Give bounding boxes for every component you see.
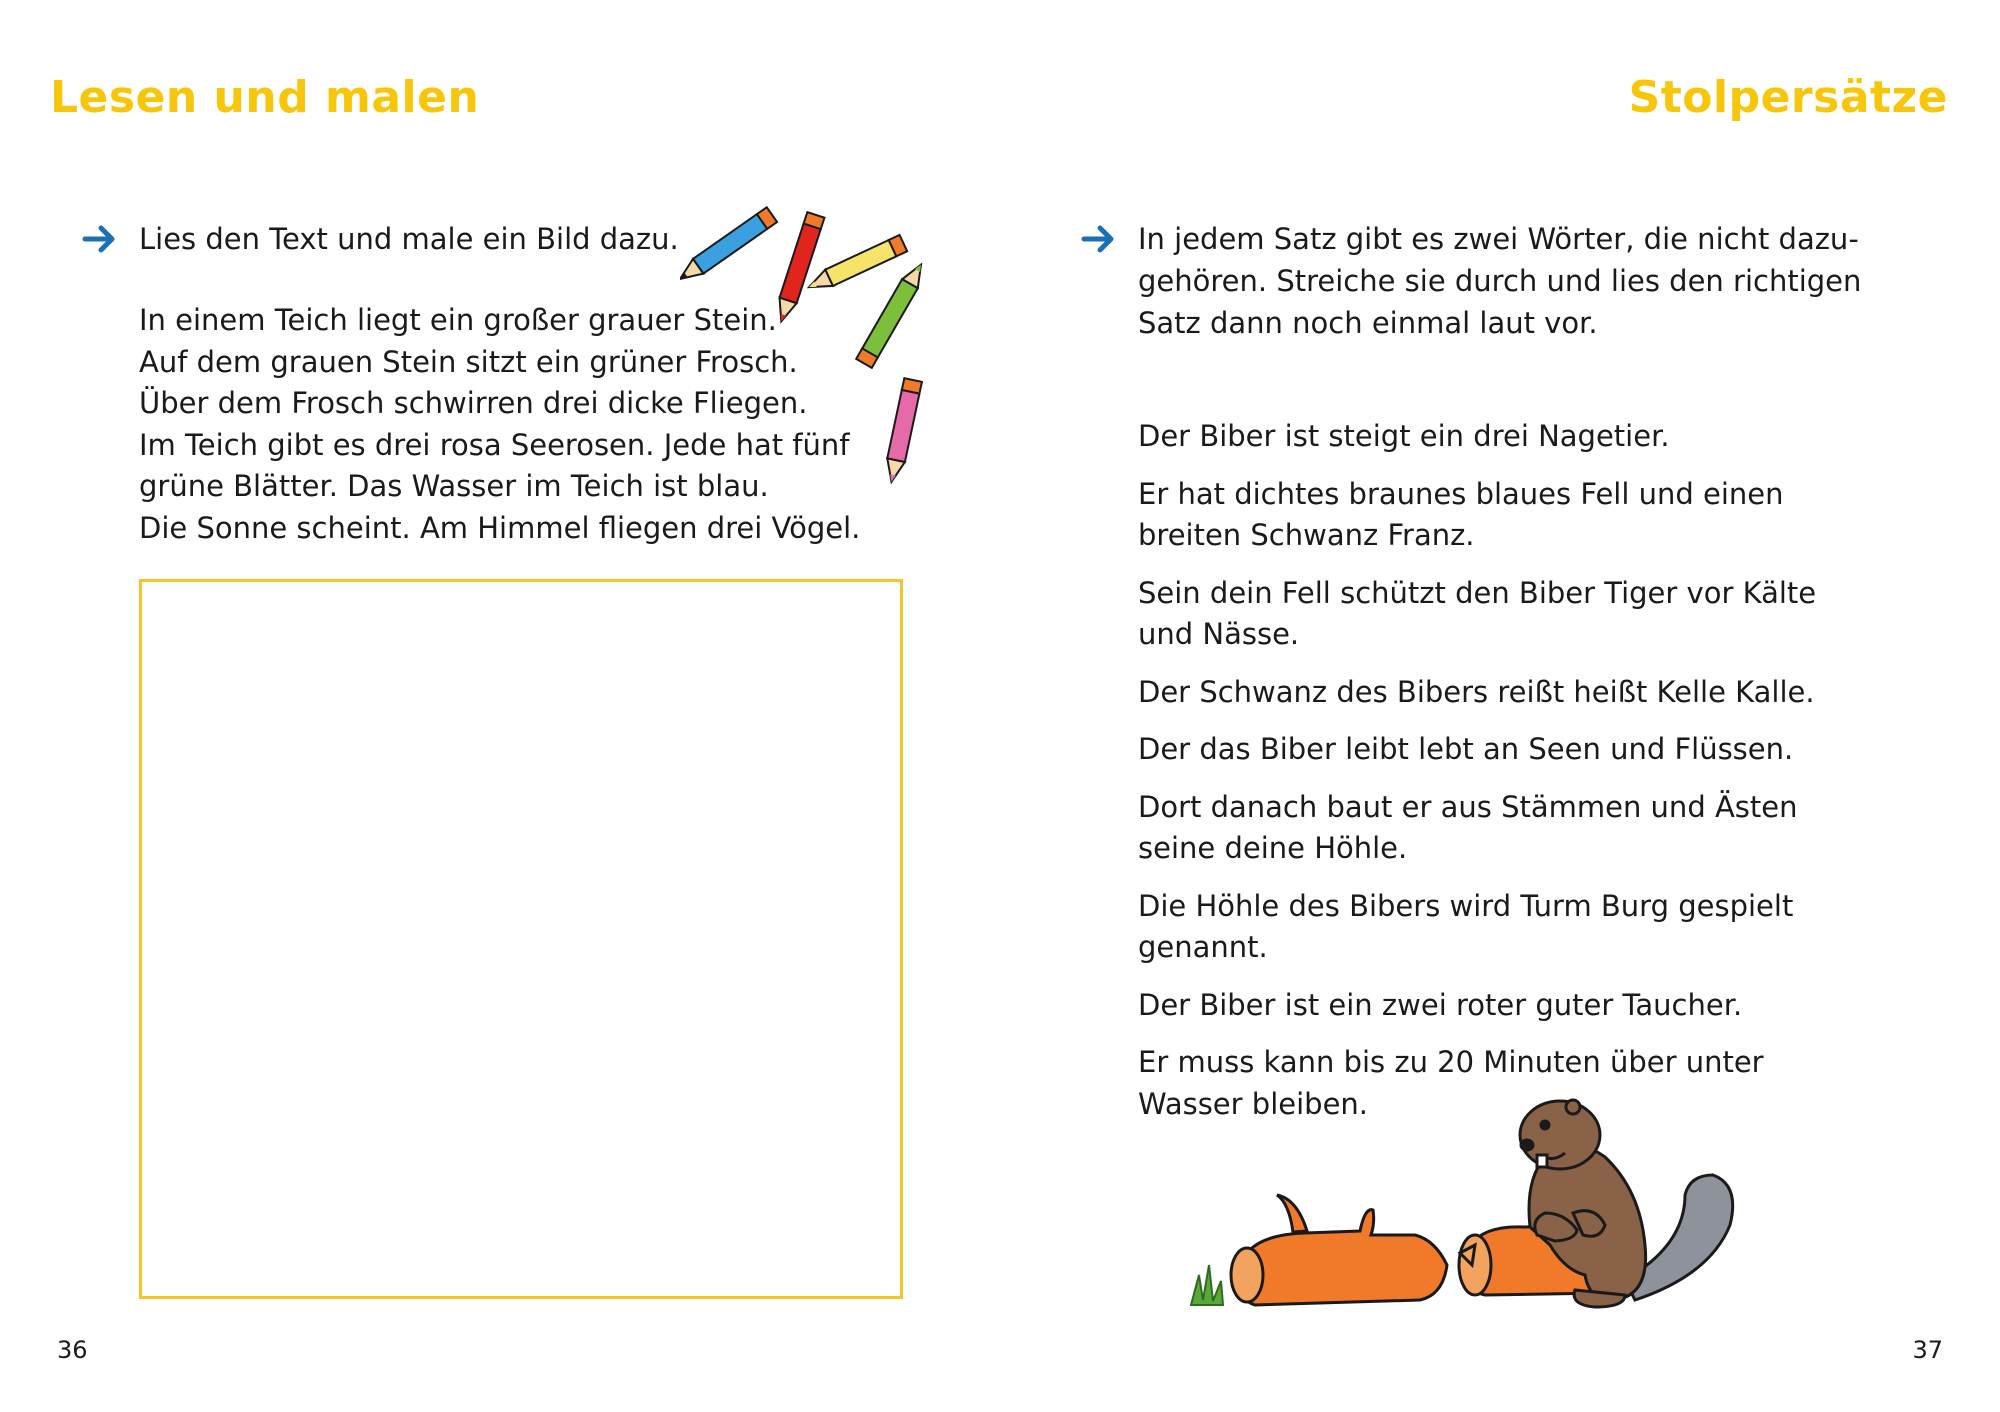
colored-pencils-illustration	[680, 200, 930, 490]
stumble-sentences	[1138, 416, 1838, 1141]
sentence-line: Er hat dichtes braunes blaues Fell und einen	[1138, 476, 1784, 511]
drawing-area[interactable]	[139, 579, 903, 1299]
page-number-right: 37	[1912, 1336, 1943, 1364]
reading-line: Über dem Frosch schwirren drei dicke Fliegen.	[139, 386, 808, 420]
sentence-item[interactable]	[1138, 985, 1838, 1027]
right-instruction-line: In jedem Satz gibt es zwei Wörter, die nicht dazu-	[1138, 222, 1859, 256]
sentence-item[interactable]	[1138, 787, 1838, 870]
arrow-right-icon	[81, 218, 121, 260]
sentence-item[interactable]	[1138, 573, 1838, 656]
left-instruction	[139, 218, 679, 260]
sentence-line: Der Biber ist ein zwei roter guter Taucher.	[1138, 987, 1743, 1022]
sentence-item[interactable]	[1138, 886, 1838, 969]
right-instruction-line: gehören. Streiche sie durch und lies den richtigen	[1138, 264, 1862, 298]
sentence-line: Der das Biber leibt lebt an Seen und Flüssen.	[1138, 732, 1794, 766]
arrow-right-icon	[1080, 218, 1120, 260]
sentence-line: und Nässe.	[1138, 617, 1300, 651]
beaver-illustration	[1185, 1095, 1765, 1315]
reading-line: grüne Blätter. Das Wasser im Teich ist blau.	[139, 469, 769, 503]
sentence-line: Dort danach baut er aus Stämmen und Ästen	[1138, 789, 1798, 824]
right-page-heading: Stolpersätze	[1628, 72, 1948, 123]
sentence-line: seine deine Höhle.	[1138, 831, 1408, 865]
left-instruction-text: Lies den Text und male ein Bild dazu.	[139, 222, 679, 256]
right-instruction-line: Satz dann noch einmal laut vor.	[1138, 306, 1598, 340]
sentence-line: Er muss kann bis zu 20 Minuten über unter	[1138, 1045, 1764, 1079]
sentence-line: Der Schwanz des Bibers reißt heißt Kelle Kalle.	[1138, 674, 1815, 709]
left-page-heading: Lesen und malen	[50, 72, 480, 123]
sentence-line: genannt.	[1138, 930, 1268, 964]
sentence-line: Die Höhle des Bibers wird Turm Burg gespielt	[1138, 888, 1794, 923]
sentence-line: Sein dein Fell schützt den Biber Tiger vor Kälte	[1138, 575, 1817, 610]
sentence-line: Der Biber ist steigt ein drei Nagetier.	[1138, 419, 1670, 453]
sentence-item[interactable]	[1138, 416, 1838, 458]
sentence-item[interactable]	[1138, 474, 1838, 557]
reading-line: Auf dem grauen Stein sitzt ein grüner Frosch.	[139, 344, 798, 379]
sentence-line: breiten Schwanz Franz.	[1138, 518, 1475, 552]
reading-line: Im Teich gibt es drei rosa Seerosen. Jede hat fünf	[139, 427, 850, 462]
sentence-item[interactable]	[1138, 729, 1838, 771]
reading-line: Die Sonne scheint. Am Himmel fliegen drei Vögel.	[139, 510, 861, 545]
sentence-item[interactable]	[1138, 672, 1838, 714]
right-instruction	[1138, 218, 1861, 344]
page-number-left: 36	[57, 1336, 88, 1364]
reading-line: In einem Teich liegt ein großer grauer Stein.	[139, 303, 777, 337]
sentence-line: Wasser bleiben.	[1138, 1086, 1369, 1121]
